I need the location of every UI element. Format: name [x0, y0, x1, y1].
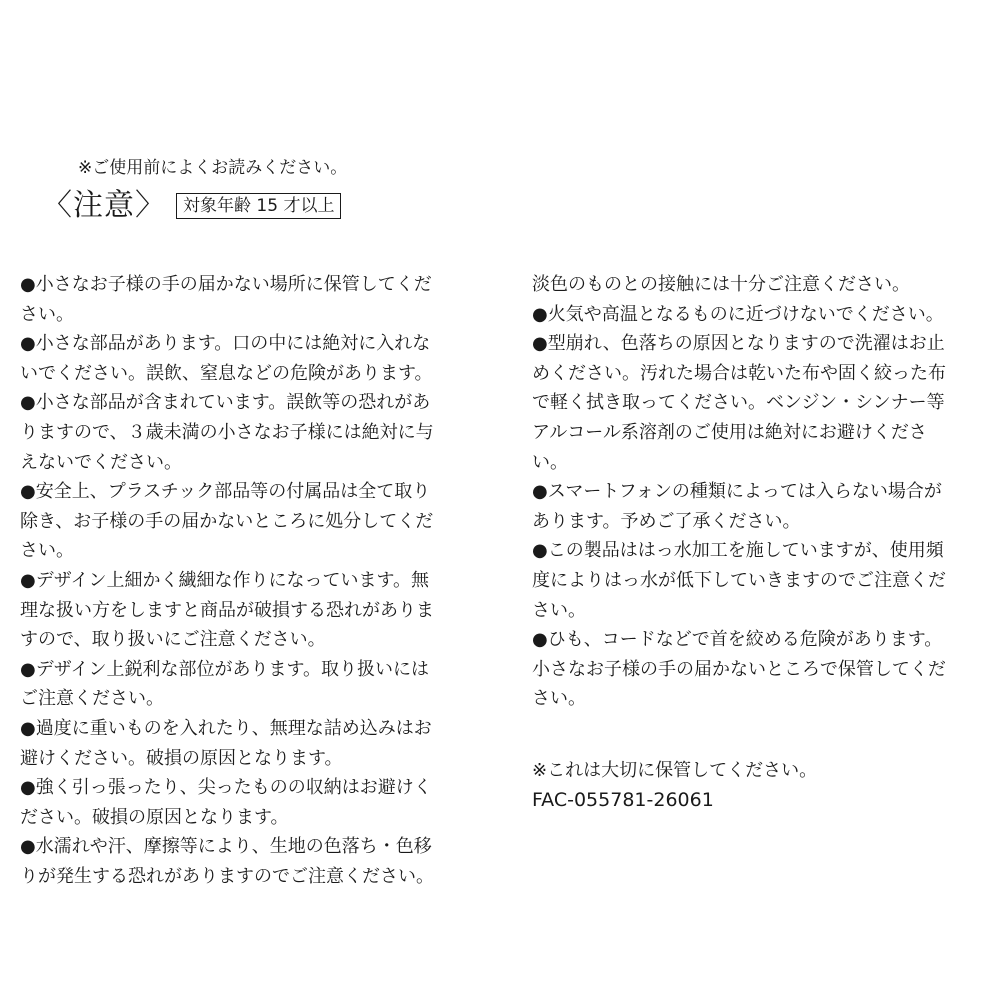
warning-line: ●安全上、プラスチック部品等の付属品は全て取り	[20, 481, 431, 503]
warning-line: りが発生する恐れがありますのでご注意ください。	[20, 865, 434, 887]
keep-note: ※これは大切に保管してください。	[532, 759, 818, 781]
warning-line: ●過度に重いものを入れたり、無理な詰め込みはお	[20, 717, 432, 739]
warning-line: ●強く引っ張ったり、尖ったものの収納はお避けく	[20, 777, 432, 799]
spacer	[532, 714, 984, 756]
warning-line: ●小さなお子様の手の届かない場所に保管してくだ	[20, 274, 432, 295]
warning-line: さい。	[532, 688, 586, 710]
warning-line: 避けください。破損の原因となります。	[20, 747, 343, 769]
warning-line: ●小さな部品が含まれています。誤飲等の恐れがあ	[20, 392, 431, 414]
warning-line: ●ひも、コードなどで首を絞める危険があります。	[532, 629, 943, 651]
caution-header	[42, 186, 341, 226]
warning-line: ●スマートフォンの種類によっては入らない場合が	[532, 481, 942, 503]
warning-line: ●この製品ははっ水加工を施していますが、使用頻	[532, 540, 944, 562]
intro-note: ※ご使用前によくお読みください。	[78, 158, 348, 178]
warning-line: で軽く拭き取ってください。ベンジン・シンナー等	[532, 392, 945, 414]
warning-line: ●火気や高温となるものに近づけないでください。	[532, 303, 944, 325]
warning-line: ●水濡れや汗、摩擦等により、生地の色落ち・色移	[20, 836, 432, 858]
warning-line: ●デザイン上鋭利な部位があります。取り扱いには	[20, 658, 430, 680]
warnings-right-column	[532, 270, 984, 815]
warning-line: 除き、お子様の手の届かないところに処分してくだ	[20, 510, 434, 532]
warning-line: りますので、３歳未満の小さなお子様には絶対に与	[20, 421, 434, 443]
warning-line: ●小さな部品があります。口の中には絶対に入れな	[20, 333, 431, 355]
warnings-left-column	[20, 270, 490, 891]
warning-line: 度によりはっ水が低下していきますのでご注意くだ	[532, 569, 946, 591]
warning-line: 理な扱い方をしますと商品が破損する恐れがありま	[20, 599, 434, 621]
warning-line: すので、取り扱いにご注意ください。	[20, 629, 326, 651]
warning-line: えないでください。	[20, 451, 182, 473]
warning-line: 淡色のものとの接触には十分ご注意ください。	[532, 274, 910, 295]
warning-line: 小さなお子様の手の届かないところで保管してくだ	[532, 658, 946, 680]
warning-line: ご注意ください。	[20, 688, 164, 710]
warning-line: ●デザイン上細かく繊細な作りになっています。無	[20, 569, 430, 591]
warning-line: アルコール系溶剤のご使用は絶対にお避けくださ	[532, 421, 927, 443]
warning-line: い。	[532, 451, 568, 473]
product-code: FAC-055781-26061	[532, 788, 714, 811]
warning-line: めください。汚れた場合は乾いた布や固く絞った布	[532, 362, 946, 384]
age-notice-badge: 対象年齢 15 才以上	[176, 193, 341, 219]
warning-line: ださい。破損の原因となります。	[20, 806, 289, 828]
warning-line: あります。予めご了承ください。	[532, 510, 801, 532]
warning-line: さい。	[532, 599, 586, 621]
caution-title: 〈注意〉	[42, 188, 166, 223]
warning-line: さい。	[20, 303, 74, 325]
warning-line: いでください。誤飲、窒息などの危険があります。	[20, 362, 433, 384]
warning-line: さい。	[20, 540, 74, 562]
warning-line: ●型崩れ、色落ちの原因となりますので洗濯はお止	[532, 333, 945, 355]
